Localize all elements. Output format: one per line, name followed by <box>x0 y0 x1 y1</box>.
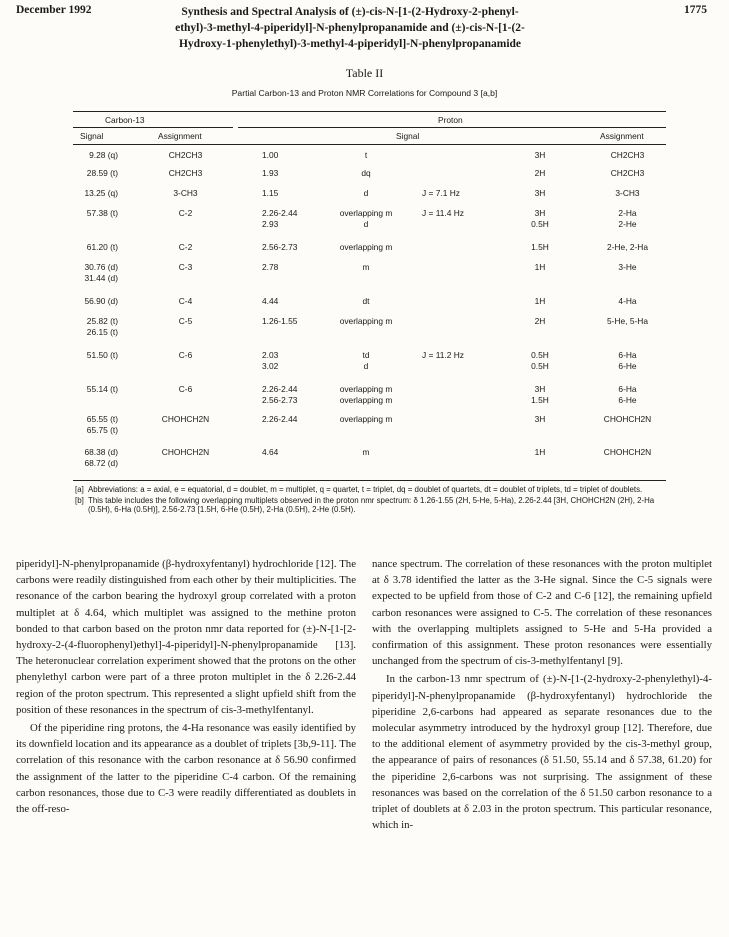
carbon-signal-line: 65.55 (t) <box>86 414 118 424</box>
proton-shift <box>262 242 297 253</box>
proton-group-rule <box>238 127 666 128</box>
paragraph: Of the piperidine ring protons, the 4-Ha resonance was easily identified by its downfield location and its appearance as a doublet of triplets [3b,9-11]. The correlation of this resonance with the carbon resonance at δ 56.90 confirmed the assignment of the latter to the piperidine C-4 carbon. Of the remaining carbon resonances, those due to C-3 were readily differentiated as doublets in the off-reso- <box>16 722 357 816</box>
proton-assignment <box>590 188 665 199</box>
proton-assignment-line: 4-Ha <box>618 296 637 306</box>
proton-shift <box>262 168 278 179</box>
proton-shift-line: 2.56-2.73 <box>262 395 298 405</box>
proton-multiplicity <box>320 296 412 307</box>
proton-multiplicity-line: dq <box>361 168 371 178</box>
proton-assignment <box>590 384 665 406</box>
proton-shift-line: 1.93 <box>262 168 279 178</box>
proton-shift-line: 1.26-1.55 <box>262 316 298 326</box>
proton-integration-line: 3H <box>534 150 546 160</box>
proton-integration-line: 0.5H <box>531 219 549 229</box>
proton-shift <box>262 208 297 230</box>
proton-shift <box>262 150 278 161</box>
paragraph: In the carbon-13 nmr spectrum of (±)-N-[1-(2-hydroxy-2-phenylethyl)-4-piperidyl]-N-phenylpropanamide (β-hydroxyfentanyl) hydrochloride the piperidine 2,6-carbons had appeared as separate resonances due to the molecular asymmetry introduced by the hydroxyl group [12]. Therefore, due to the additional element of asymmetry provided by the cis-3-methyl group, the appearance of pairs of resonances (δ 51.50, 55.14 and δ 57.38, 61.20) for the piperidine 2,6-carbons was not surprising. The assignment of these resonances was based on the correlation of the δ 51.50 carbon resonance to a triplet of doublets at δ 2.03 in the proton spectrum. This particular resonance, which in- <box>372 673 712 832</box>
carbon-assignment <box>138 296 233 307</box>
proton-multiplicity-line: overlapping m <box>339 242 393 252</box>
proton-shift <box>262 384 297 406</box>
paragraph: piperidyl]-N-phenylpropanamide (β-hydroxyfentanyl) hydrochloride [12]. The carbons were readily distinguished from each other by their multiplicities. The resonance of the carbon bearing the hydroxyl group correlated with a proton multiplet at δ 4.64, which multiplet was assigned to the methine proton bonded to that carbon based on the proton nmr data reported for (±)-N-[1-[2-hydroxy-2-(4-fluorophenyl)ethyl]-4-piperidyl]-N-phenylpropanamide [13]. The heteronuclear correlation experiment showed that the protons on the other phenylethyl carbon were part of a three proton multiplet in the δ 2.26-2.44 region of the proton spectrum. This represented a slight upfield shift from the position of these resonances in the spectrum of cis-3-methylfentanyl. <box>16 558 356 716</box>
carbon-signal <box>62 208 118 219</box>
carbon-assignment-line: 3-CH3 <box>173 188 198 198</box>
table-label: Table II <box>345 66 384 80</box>
coupling-constant <box>422 208 464 219</box>
col-header-proton-signal: Signal <box>396 131 420 141</box>
carbon-assignment-line: C-5 <box>178 316 193 326</box>
footnote-a <box>75 485 665 495</box>
carbon-assignment-line: CH2CH3 <box>168 150 203 160</box>
proton-integration <box>510 188 570 199</box>
proton-shift-line: 2.26-2.44 <box>262 414 298 424</box>
carbon-assignment-line: C-3 <box>178 262 193 272</box>
proton-integration-line: 1.5H <box>531 395 549 405</box>
proton-integration <box>510 296 570 307</box>
proton-integration <box>510 447 570 458</box>
table-footnotes <box>75 485 665 516</box>
body-column-left <box>16 556 356 817</box>
proton-multiplicity-line: d <box>363 219 369 229</box>
proton-multiplicity-line: t <box>364 150 368 160</box>
carbon-assignment-line: CHOHCH2N <box>161 447 210 457</box>
proton-assignment-line: 6-He <box>618 395 637 405</box>
proton-shift <box>262 188 278 199</box>
carbon-signal-line: 25.82 (t) <box>86 316 118 326</box>
carbon-assignment-line: C-2 <box>178 208 193 218</box>
proton-integration <box>510 384 570 406</box>
carbon-signal <box>62 447 118 469</box>
proton-assignment-line: 3-CH3 <box>615 188 640 198</box>
proton-shift-line: 4.44 <box>262 296 279 306</box>
carbon-assignment <box>138 384 233 395</box>
proton-shift-line: 2.78 <box>262 262 279 272</box>
proton-assignment <box>590 296 665 307</box>
coupling-constant-line: J = 11.2 Hz <box>422 350 464 360</box>
proton-multiplicity-line: overlapping m <box>339 384 393 394</box>
proton-assignment <box>590 208 665 230</box>
proton-assignment <box>590 150 665 161</box>
carbon-signal-line: 61.20 (t) <box>86 242 118 252</box>
table-bottom-rule <box>73 480 666 481</box>
proton-multiplicity <box>320 350 412 372</box>
carbon-signal-line: 31.44 (d) <box>84 273 118 283</box>
proton-shift-line: 2.26-2.44 <box>262 384 298 394</box>
carbon-assignment-line: CH2CH3 <box>168 168 203 178</box>
header-bottom-rule <box>73 144 666 145</box>
carbon-group-header: Carbon-13 <box>105 115 145 125</box>
carbon-signal-line: 68.38 (d) <box>84 447 118 457</box>
coupling-constant <box>422 188 460 199</box>
proton-shift-line: 3.02 <box>262 361 279 371</box>
carbon-signal <box>62 316 118 338</box>
proton-assignment-line: CH2CH3 <box>610 168 645 178</box>
col-header-assignment: Assignment <box>158 131 202 141</box>
proton-multiplicity <box>320 242 412 253</box>
proton-assignment <box>590 316 665 327</box>
proton-shift-line: 2.03 <box>262 350 279 360</box>
proton-assignment-line: 6-Ha <box>618 350 637 360</box>
proton-integration-line: 0.5H <box>531 350 549 360</box>
carbon-signal-line: 57.38 (t) <box>86 208 118 218</box>
body-column-right <box>372 556 712 833</box>
proton-assignment-line: 6-Ha <box>618 384 637 394</box>
proton-shift <box>262 447 278 458</box>
carbon-assignment-line: C-6 <box>178 350 193 360</box>
proton-shift <box>262 350 278 372</box>
carbon-signal <box>62 296 118 307</box>
proton-integration-line: 2H <box>534 316 546 326</box>
proton-multiplicity-line: m <box>362 447 370 457</box>
proton-multiplicity-line: d <box>363 361 369 371</box>
footnote-text: This table includes the following overlapping multiplets observed in the proton nmr spectrum: δ 1.26-1.55 (2H, 5-He, 5-Ha), 2.26-2.44 [3H, CHOHCH2N (2H), 2-Ha (0.5H), 6-Ha (0.5H)], 2.56-2.73 [1.5H, 6-He (0.5H), 2-Ha (0.5H), 2-He (0.5H). <box>88 495 655 514</box>
proton-assignment-line: 3-He <box>618 262 637 272</box>
proton-multiplicity-line: dt <box>362 296 370 306</box>
carbon-signal <box>62 188 118 199</box>
proton-multiplicity-line: overlapping m <box>339 208 393 218</box>
proton-integration <box>510 242 570 253</box>
title-line: Hydroxy-1-phenylethyl)-3-methyl-4-piperidyl]-N-phenylpropanamide <box>178 38 522 50</box>
proton-shift-line: 2.26-2.44 <box>262 208 298 218</box>
proton-multiplicity <box>320 316 412 327</box>
proton-shift-line: 1.00 <box>262 150 279 160</box>
carbon-signal-line: 30.76 (d) <box>84 262 118 272</box>
carbon-signal-line: 51.50 (t) <box>86 350 118 360</box>
carbon-assignment <box>138 150 233 161</box>
proton-assignment-line: CH2CH3 <box>610 150 645 160</box>
proton-assignment-line: 6-He <box>618 361 637 371</box>
coupling-constant-line: J = 11.4 Hz <box>422 208 464 218</box>
footnote-mark: [a] <box>75 485 84 494</box>
carbon-signal <box>62 150 118 161</box>
proton-integration-line: 1.5H <box>531 242 549 252</box>
proton-assignment <box>590 350 665 372</box>
carbon-signal-line: 13.25 (q) <box>84 188 118 198</box>
proton-multiplicity <box>320 447 412 458</box>
proton-integration <box>510 350 570 372</box>
carbon-signal-line: 68.72 (d) <box>84 458 118 468</box>
proton-assignment-line: CHOHCH2N <box>603 447 652 457</box>
coupling-constant <box>422 350 464 361</box>
carbon-signal-line: 26.15 (t) <box>86 327 118 337</box>
proton-multiplicity-line: d <box>363 188 369 198</box>
carbon-assignment <box>138 414 233 425</box>
carbon-signal <box>62 168 118 179</box>
carbon-signal-line: 9.28 (q) <box>89 150 118 160</box>
proton-integration <box>510 168 570 179</box>
proton-multiplicity-line: overlapping m <box>339 414 393 424</box>
paragraph: nance spectrum. The correlation of these resonances with the proton multiplet at δ 3.78 identified the latter as the 3-He signal. Since the C-5 signals were expected to be upfield from those of C-2 and C-6 [12], the remaining upfield carbon resonances were assigned to C-5. The correlation of these resonances with the overlapping multiplets assigned to 5-He and 5-Ha provided a confirmation of this assignment. These proton resonances were essentially unchanged from the spectrum of cis-3-methylfentanyl [9]. <box>372 558 712 668</box>
carbon-signal-line: 65.75 (t) <box>86 425 118 435</box>
carbon-assignment-line: C-2 <box>178 242 193 252</box>
proton-integration-line: 1H <box>534 262 546 272</box>
carbon-signal-line: 55.14 (t) <box>86 384 118 394</box>
footnote-text: Abbreviations: a = axial, e = equatorial, d = doublet, m = multiplet, q = quartet, t = triplet, dq = doublet of quartets, dt = doublet of triplets, td = triplet of doublets. <box>88 485 643 494</box>
carbon-signal <box>62 350 118 361</box>
carbon-assignment-line: C-6 <box>178 384 193 394</box>
title-line: ethyl)-3-methyl-4-piperidyl]-N-phenylpropanamide and (±)-cis-N-[1-(2- <box>175 22 525 34</box>
proton-assignment-line: 5-He, 5-Ha <box>607 316 648 326</box>
proton-integration-line: 1H <box>534 447 546 457</box>
proton-shift <box>262 296 278 307</box>
proton-multiplicity <box>320 150 412 161</box>
carbon-assignment <box>138 316 233 327</box>
proton-assignment <box>590 168 665 179</box>
footnote-b <box>75 496 665 515</box>
carbon-signal <box>62 384 118 395</box>
proton-integration-line: 3H <box>534 188 546 198</box>
carbon-assignment <box>138 188 233 199</box>
proton-multiplicity-line: m <box>362 262 370 272</box>
carbon-assignment-line: CHOHCH2N <box>161 414 210 424</box>
proton-integration <box>510 208 570 230</box>
carbon-assignment <box>138 262 233 273</box>
proton-integration-line: 3H <box>534 384 546 394</box>
coupling-constant-line: J = 7.1 Hz <box>422 188 460 198</box>
carbon-group-rule <box>73 127 233 128</box>
proton-multiplicity-line: overlapping m <box>339 395 393 405</box>
carbon-signal <box>62 242 118 253</box>
proton-assignment-line: CHOHCH2N <box>603 414 652 424</box>
proton-integration <box>510 316 570 327</box>
proton-assignment-line: 2-He, 2-Ha <box>607 242 648 252</box>
proton-multiplicity <box>320 168 412 179</box>
carbon-signal <box>62 262 118 284</box>
table-top-rule <box>73 111 666 112</box>
table-caption: Partial Carbon-13 and Proton NMR Correlations for Compound 3 [a,b] <box>231 88 498 98</box>
carbon-assignment <box>138 350 233 361</box>
carbon-assignment <box>138 208 233 219</box>
proton-multiplicity <box>320 384 412 406</box>
proton-integration <box>510 262 570 273</box>
proton-assignment-line: 2-Ha <box>618 208 637 218</box>
proton-integration-line: 2H <box>534 168 546 178</box>
proton-multiplicity <box>320 208 412 230</box>
proton-multiplicity <box>320 414 412 425</box>
proton-shift <box>262 262 278 273</box>
title-line: Synthesis and Spectral Analysis of (±)-cis-N-[1-(2-Hydroxy-2-phenyl- <box>181 6 519 18</box>
proton-integration-line: 1H <box>534 296 546 306</box>
carbon-assignment <box>138 447 233 458</box>
proton-shift <box>262 316 297 327</box>
carbon-assignment <box>138 168 233 179</box>
carbon-signal <box>62 414 118 436</box>
proton-multiplicity-line: td <box>362 350 370 360</box>
proton-integration <box>510 414 570 425</box>
col-header-proton-assignment: Assignment <box>600 131 644 141</box>
proton-integration <box>510 150 570 161</box>
proton-integration-line: 3H <box>534 208 546 218</box>
proton-shift <box>262 414 297 425</box>
running-header-date: December 1992 <box>16 4 92 16</box>
proton-shift-line: 4.64 <box>262 447 279 457</box>
proton-multiplicity-line: overlapping m <box>339 316 393 326</box>
proton-assignment <box>590 414 665 425</box>
proton-assignment <box>590 242 665 253</box>
col-header-signal: Signal <box>80 131 104 141</box>
proton-assignment-line: 2-He <box>618 219 637 229</box>
proton-integration-line: 0.5H <box>531 361 549 371</box>
proton-shift-line: 2.56-2.73 <box>262 242 298 252</box>
proton-multiplicity <box>320 188 412 199</box>
proton-shift-line: 2.93 <box>262 219 279 229</box>
proton-shift-line: 1.15 <box>262 188 279 198</box>
proton-assignment <box>590 447 665 458</box>
proton-integration-line: 3H <box>534 414 546 424</box>
page-number: 1775 <box>684 4 707 16</box>
carbon-assignment <box>138 242 233 253</box>
carbon-signal-line: 28.59 (t) <box>86 168 118 178</box>
proton-assignment <box>590 262 665 273</box>
carbon-assignment-line: C-4 <box>178 296 193 306</box>
footnote-mark: [b] <box>75 495 84 505</box>
article-title <box>130 4 570 52</box>
carbon-signal-line: 56.90 (d) <box>84 296 118 306</box>
proton-multiplicity <box>320 262 412 273</box>
proton-group-header: Proton <box>438 115 463 125</box>
